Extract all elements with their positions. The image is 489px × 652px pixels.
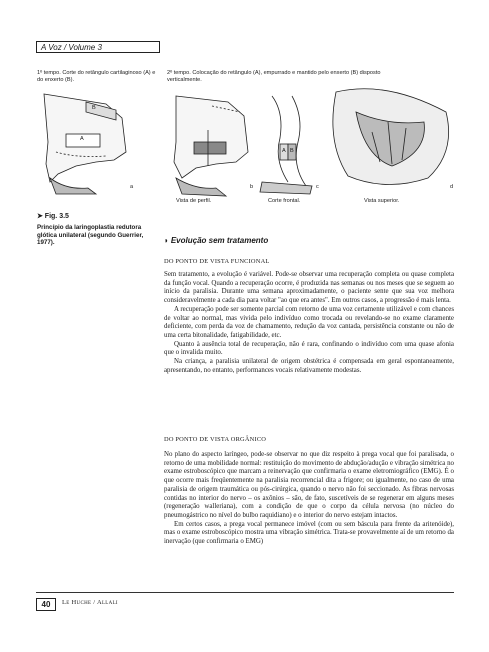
panel-c-drawing [260, 96, 312, 194]
section-title [164, 236, 268, 245]
panel-letter-a: a [130, 184, 134, 190]
part-label-b-first: B [92, 105, 96, 111]
panel-letter-c: c [316, 184, 319, 190]
section-marker-icon: ◗ [164, 236, 169, 245]
footer-rule [36, 592, 454, 593]
subsection-heading-functional: DO PONTO DE VISTA FUNCIONAL [164, 258, 270, 265]
section-title-text: Evolução sem tratamento [170, 236, 269, 245]
view-label-profile: Vista de perfil. [176, 198, 212, 204]
paragraph: Em certos casos, a prega vocal permanece imóvel (com ou sem báscula para frente da aritenóide), mas o exame estroboscópico mostra uma vibração simétrica. Trata-se provavelmente aí de um retorno da inervação (que confirmaria o EMG) [164, 520, 454, 546]
paragraph: Sem tratamento, a evolução é variável. Pode-se observar uma recuperação completa ou quase completa da função vocal. Quando a recuperação ocorre, é produzida nas semanas ou nos meses que se seguem ao início da paralisia. Durante uma semana aproximadamente, o paciente sente que sua voz melhora consideravelmente a cada dia para voltar "ao que era antes". Em outros casos, a progressão é mais lenta. [164, 271, 454, 305]
paragraph: No plano do aspecto laríngeo, pode-se observar no que diz respeito à prega vocal que foi paralisada, o retorno de uma mobilidade normal: restituição do movimento de abdução/adução e vibração simétrica no exame estroboscópico que marcam a reinervação que confirmaria o exame eletromiográfico (EMG). É o que ocorre mais freqüentemente na paralisia recorrencial dita a frigore; ou igualmente, no caso de uma paralisia de origem traumática ou pós-cirúrgica, quando o nervo não foi seccionado. As fibras nervosas contidas no interior do nervo – os axônios – são, de fato, suscetíveis de se regenerar em alguns meses (regeneração walleriana), com a condição de que o corpo da célula nervosa (no núcleo do pneumogástrico no nível do bulbo raquidiano) e o interior do nervo estejam intactos. [164, 451, 454, 519]
page-number: 40 [36, 598, 56, 611]
figure-label: ➤ Fig. 3.5 [37, 213, 69, 220]
figure-title: Princípio da laringoplastia redutora glótica unilateral (segundo Guerrier, 1977). [37, 224, 144, 247]
paragraph: Na criança, a paralisia unilateral de origem obstétrica é compensada em geral espontaneamente, apresentando, no entanto, performances vocais relativamente modestas. [164, 358, 454, 374]
panel-d-drawing [333, 89, 449, 185]
panel-letter-b: b [250, 184, 254, 190]
part-label-a-second: A [282, 148, 286, 154]
panel-b-drawing [174, 96, 248, 196]
part-label-a-first: A [80, 136, 84, 142]
view-label-superior: Vista superior. [364, 198, 400, 204]
view-label-frontal: Corte frontal. [268, 198, 301, 204]
paragraph: Quanto à ausência total de recuperação, não é rara, confinando o indivíduo com uma quase afonia que o invalida muito. [164, 340, 454, 357]
paragraph: A recuperação pode ser somente parcial com retorno de uma voz certamente utilizável e com chances de voltar ao normal, mas vivida pelo indivíduo como trocada ou revelando-se no exame claramente deficiente, com perda da voz de chamamento, redução da voz cantada, persistência constante ou não de uma certa bitonalidade, fatigabilidade, etc. [164, 305, 454, 339]
running-title: A Voz / Volume 3 [36, 41, 160, 53]
figure-caption-step1: 1º tempo. Corte do retângulo cartilaginoso (A) e do enxerto (B). [37, 70, 156, 83]
subsection-heading-organic: DO PONTO DE VISTA ORGÂNICO [164, 436, 267, 443]
functional-text [164, 271, 454, 375]
organic-text [164, 451, 454, 547]
laryngoplasty-illustration [36, 82, 456, 210]
figure-caption-step2: 2º tempo. Colocação do retângulo (A), empurrado e mantido pelo enxerto (B) disposto verticalmente. [167, 70, 381, 83]
panel-letter-d: d [450, 184, 454, 190]
laryngoplasty-figure [36, 82, 456, 210]
footer-authors: Le Huche / Allali [62, 599, 118, 606]
part-label-b-second: B [290, 148, 294, 154]
panel-a-drawing [44, 94, 126, 194]
